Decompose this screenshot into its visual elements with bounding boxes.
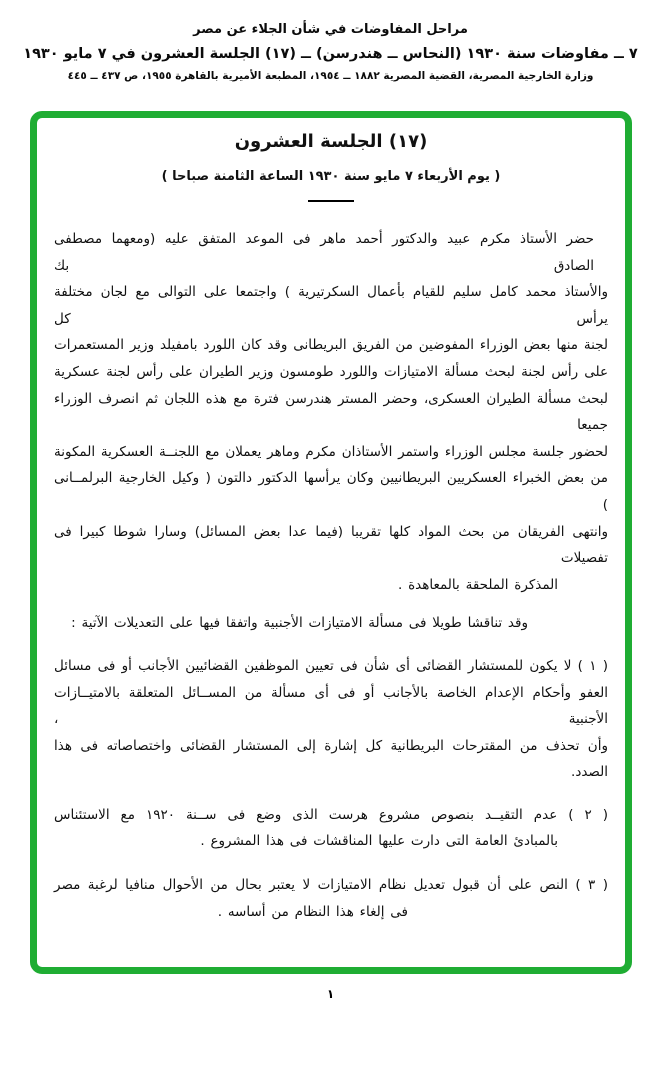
text-line: ( ٢ ) عدم التقيــد بنصوص مشروع هرست الذى وضع فى ســنة ١٩٢٠ مع الاستئناس (54, 806, 609, 823)
session-title: (١٧) الجلسة العشرون (234, 131, 428, 152)
page-number: ١ (326, 987, 335, 1001)
text-line: من بعض الخبراء العسكريين البريطانيين وكان يرأسها الدكتور دالتون ( وكيل الخارجية البرلمــانى ) (54, 470, 608, 513)
text-line: لجنة منها بعض الوزراء المفوضين من الفريق البريطانى وقد كان اللورد بامفيلد وزير المستعمرات (54, 337, 608, 354)
text-line: والأستاذ محمد كامل سليم للقيام بأعمال السكرتيرية ) واجتمعا على التوالى مع لجان مختلفة يرأس كل (54, 284, 608, 327)
text-line: فى إلغاء هذا النظام من أساسه . (217, 903, 408, 920)
text-line: لحضور جلسة مجلس الوزراء واستمر الأستاذان مكرم وماهر يعملان مع اللجنــة العسكرية المكونة (54, 443, 608, 460)
document-series-title: مراحل المفاوضات في شأن الجلاء عن مصر (193, 22, 468, 37)
text-line: حضر الأستاذ مكرم عبيد والدكتور أحمد ماهر فى الموعد المتفق عليه (ومعهما مصطفى الصادق بك (54, 231, 594, 274)
amendment-item-3 (54, 872, 608, 925)
chapter-session-heading: ٧ ــ مفاوضات سنة ١٩٣٠ (النحاس ــ هندرسن) ــ (١٧) الجلسة العشرون في ٧ مايو ١٩٣٠ (23, 46, 638, 62)
text-line: على رأس لجنة لبحث مسألة الامتيازات واللورد طومسون وزير الطيران على رأس لجنة عسكرية (54, 363, 608, 380)
text-line: بالمبادئ العامة التى دارت عليها المناقشات فى هذا المشروع . (200, 833, 558, 850)
text-line: المذكرة الملحقة بالمعاهدة . (398, 576, 558, 593)
annotation-frame (30, 111, 632, 974)
text-line: ( ١ ) لا يكون للمستشار القضائى أى شأن فى تعيين الموظفين القضائيين الأجانب أو فى مسائل (54, 657, 608, 674)
paragraph-discussion-intro (54, 610, 608, 637)
text-line: لبحث مسألة الطيران العسكرى، وحضر المستر هندرسن فترة مع هذه اللجان ثم انصرف الوزراء جميعا (54, 390, 608, 434)
text-line: وأن تحذف من المقترحات البريطانية كل إشارة إلى المستشار القضائى واختصاصاته فى هذا الصدد. (54, 737, 608, 781)
source-reference: وزارة الخارجية المصرية، القضية المصرية ١٨٨٢ ــ ١٩٥٤، المطبعة الأميرية بالقاهرة ١٩٥٥، ص ٤٣٧ ــ ٤٤٥ (67, 70, 594, 82)
amendment-item-1 (54, 653, 608, 786)
citation-header (0, 22, 661, 82)
text-line: العفو وأحكام الإعدام الخاصة بالأجانب أو فى أى مسألة من المســائل المتعلقة بالامتيــازات الأجنبية ، (54, 684, 608, 728)
text-line: ( ٣ ) النص على أن قبول تعديل نظام الامتيازات لا يعتبر بحال من الأحوال منافيا لرغبة مصر (54, 877, 609, 894)
amendment-item-2 (54, 802, 608, 855)
paragraph-attendance (54, 226, 608, 598)
section-divider (308, 200, 354, 202)
session-date-line: ( يوم الأربعاء ٧ مايو سنة ١٩٣٠ الساعة الثامنة صباحا ) (161, 169, 501, 184)
text-line: وانتهى الفريقان من بحث المواد كلها تقريبا (فيما عدا بعض المسائل) وسارا شوطا كبيرا فى تفصيلات (54, 523, 608, 567)
text-line: وقد تناقشا طويلا فى مسألة الامتيازات الأجنبية واتفقا فيها على التعديلات الآتية : (71, 615, 528, 632)
